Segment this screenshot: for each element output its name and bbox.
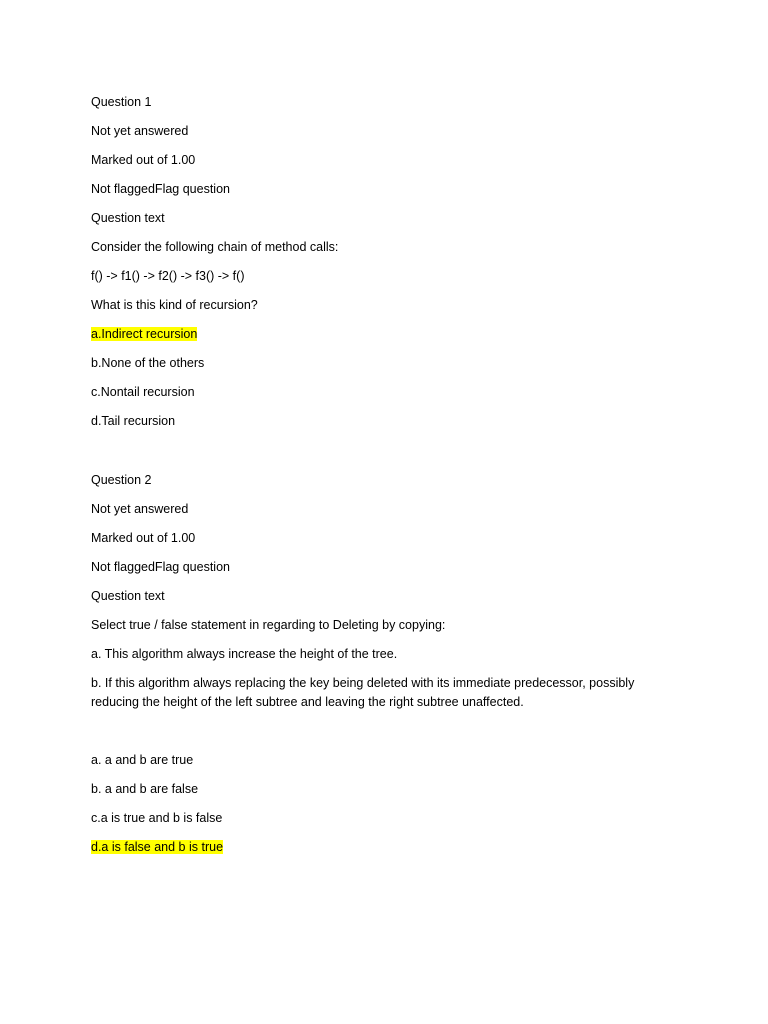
question-2-state: Not yet answered (91, 502, 189, 516)
question-1-mark: Marked out of 1.00 (91, 153, 196, 167)
question-1-title: Question 1 (91, 95, 152, 109)
question-2-mark: Marked out of 1.00 (91, 531, 196, 545)
question-1-option-d: d.Tail recursion (91, 414, 176, 428)
question-2-title: Question 2 (91, 473, 152, 487)
question-1-prompt: Consider the following chain of method calls: (91, 240, 339, 254)
question-1-question: What is this kind of recursion? (91, 298, 258, 312)
highlighted-answer: a.Indirect recursion (91, 327, 198, 341)
question-1-flag: Not flaggedFlag question (91, 182, 230, 196)
question-2-option-b: b. a and b are false (91, 782, 199, 796)
question-2-statement-b: b. If this algorithm always replacing the key being deleted with its immediate predecessor, possibly reducing the height of the left subtree and leaving the right subtree unaffected. (91, 676, 635, 709)
question-1-option-a (91, 326, 197, 342)
question-1-option-c: c.Nontail recursion (91, 385, 195, 399)
question-2-text-label: Question text (91, 589, 165, 603)
question-2-statement-a: a. This algorithm always increase the height of the tree. (91, 647, 398, 661)
question-2-option-c: c.a is true and b is false (91, 811, 223, 825)
question-2-prompt: Select true / false statement in regarding to Deleting by copying: (91, 618, 446, 632)
question-2-flag: Not flaggedFlag question (91, 560, 230, 574)
question-1-code: f() -> f1() -> f2() -> f3() -> f() (91, 269, 245, 283)
highlighted-answer: d.a is false and b is true (91, 840, 224, 854)
question-1-option-b: b.None of the others (91, 356, 205, 370)
question-1-text-label: Question text (91, 211, 165, 225)
question-2-option-d (91, 839, 223, 855)
question-1-state: Not yet answered (91, 124, 189, 138)
question-2-option-a: a. a and b are true (91, 753, 194, 767)
